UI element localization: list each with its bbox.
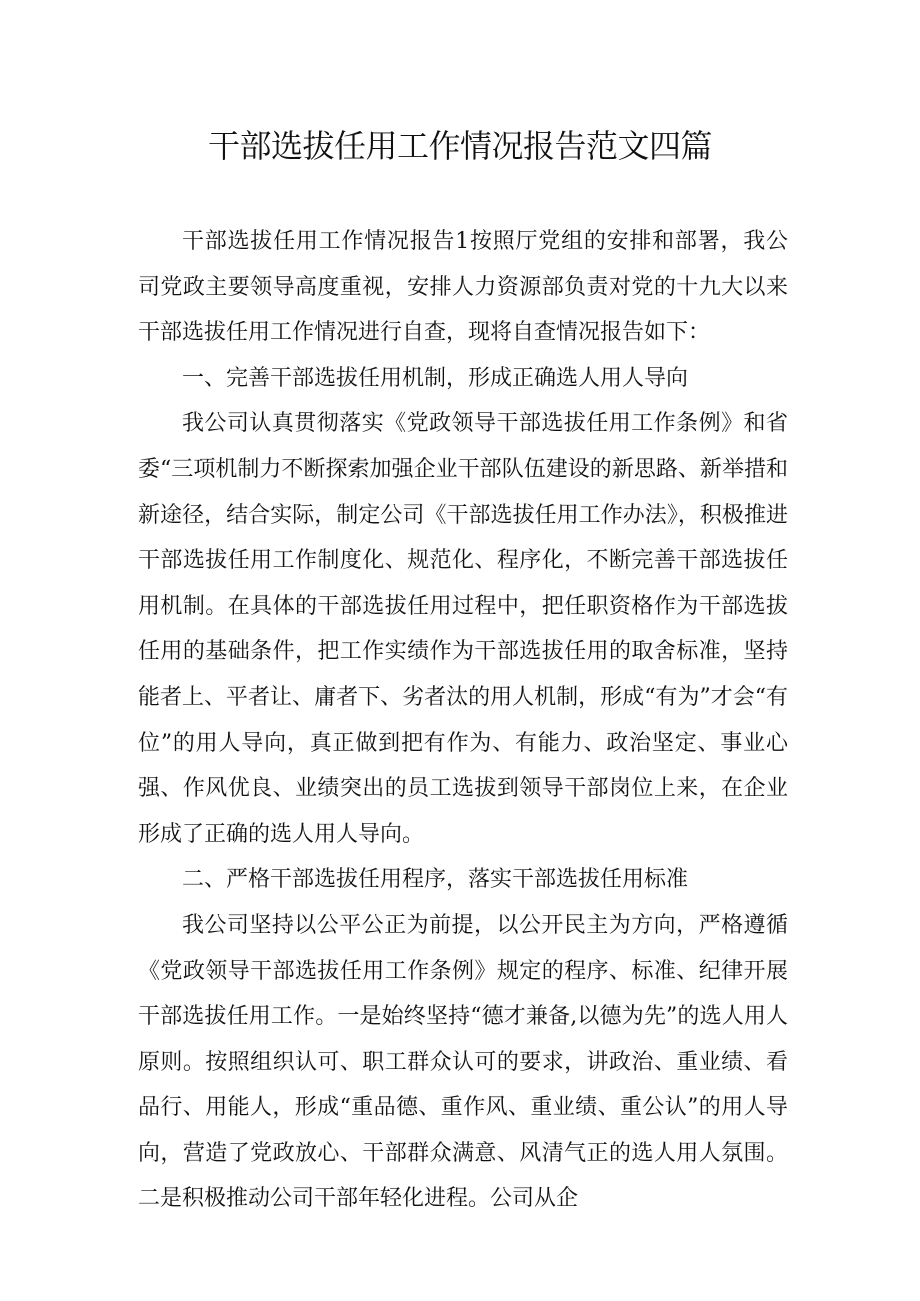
paragraph-section-2: 我公司坚持以公平公正为前提，以公开民主为方向，严格遵循《党政领导干部选拔任用工作条例》规定的程序、标准、纪律开展干部选拔任用工作。一是始终坚持“德才兼备,以德为先”的选人用人原则。按照组织认可、职工群众认可的要求，讲政治、重业绩、看品行、用能人，形成“重品德、重作风、重业绩、重公认”的用人导向，营造了党政放心、干部群众满意、风清气正的选人用人氛围。二是积极推动公司干部年轻化进程。公司从企 [138, 912, 788, 1212]
section-heading-2: 二、严格干部选拔任用程序，落实干部选拔任用标准 [182, 867, 689, 893]
paragraph-section-1: 我公司认真贯彻落实《党政领导干部选拔任用工作条例》和省委“三项机制力不断探索加强企业干部队伍建设的新思路、新举措和新途径，结合实际，制定公司《干部选拔任用工作办法》，积极推进干部选拔任用工作制度化、规范化、程序化，不断完善干部选拔任用机制。在具体的干部选拔任用过程中，把任职资格作为干部选拔任用的基础条件，把工作实绩作为干部选拔任用的取舍标准，坚持能者上、平者让、庸者下、劣者汰的用人机制，形成“有为”才会“有位”的用人导向，真正做到把有作为、有能力、政治坚定、事业心强、作风优良、业绩突出的员工选拔到领导干部岗位上来，在企业形成了正确的选人用人导向。 [138, 411, 788, 847]
section-heading-1: 一、完善干部选拔任用机制，形成正确选人用人导向 [182, 365, 689, 391]
document-title: 干部选拔任用工作情况报告范文四篇 [207, 127, 712, 165]
document-body [138, 219, 788, 1222]
paragraph-intro: 干部选拔任用工作情况报告1按照厅党组的安排和部署，我公司党政主要领导高度重视，安排人力资源部负责对党的十九大以来干部选拔任用工作情况进行自查，现将自查情况报告如下： [138, 229, 788, 346]
